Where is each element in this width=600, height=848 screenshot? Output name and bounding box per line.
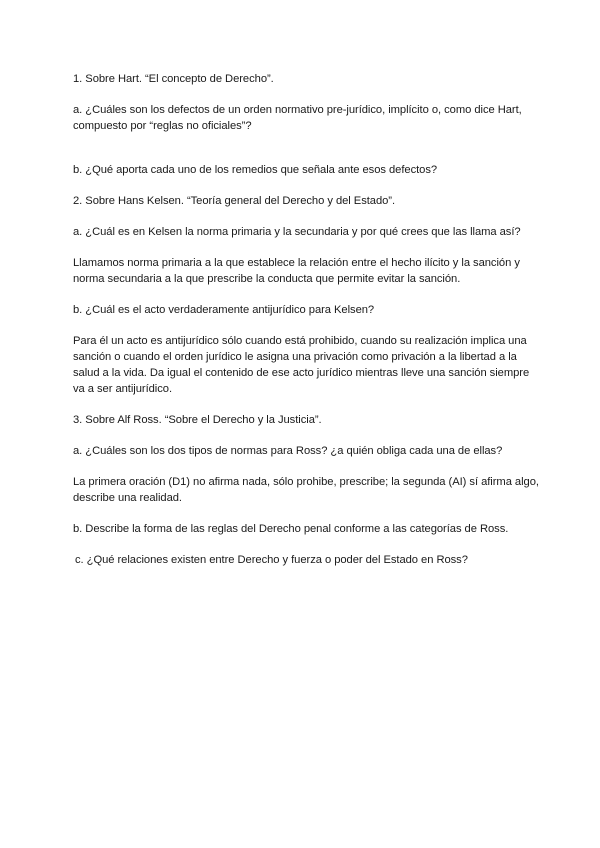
section-heading-hart: 1. Sobre Hart. “El concepto de Derecho”. bbox=[73, 73, 274, 85]
question-hart-a: a. ¿Cuáles son los defectos de un orden normativo pre-jurídico, implícito o, como dice Hart, compuesto por “reglas no oficiales”? bbox=[73, 104, 522, 132]
document-body bbox=[73, 71, 543, 568]
question-kelsen-b: b. ¿Cuál es el acto verdaderamente antijurídico para Kelsen? bbox=[73, 304, 375, 316]
question-hart-b: b. ¿Qué aporta cada uno de los remedios que señala ante esos defectos? bbox=[73, 164, 438, 176]
section-heading-ross: 3. Sobre Alf Ross. “Sobre el Derecho y la Justicia”. bbox=[73, 414, 322, 426]
question-ross-c: c. ¿Qué relaciones existen entre Derecho y fuerza o poder del Estado en Ross? bbox=[75, 554, 468, 566]
answer-kelsen-b: Para él un acto es antijurídico sólo cuando está prohibido, cuando su realización implica una sanción o cuando el orden jurídico le asigna una privación como privación a la libertad a la salud a la vida. Da igual el contenido de ese acto jurídico mientras lleve una sanción siempre va a ser antijurídico. bbox=[73, 335, 530, 395]
answer-ross-a: La primera oración (D1) no afirma nada, sólo prohibe, prescribe; la segunda (AI) sí afirma algo, describe una realidad. bbox=[73, 476, 539, 504]
section-heading-kelsen: 2. Sobre Hans Kelsen. “Teoría general del Derecho y del Estado”. bbox=[73, 195, 396, 207]
question-ross-b: b. Describe la forma de las reglas del Derecho penal conforme a las categorías de Ross. bbox=[73, 523, 509, 535]
answer-kelsen-a: Llamamos norma primaria a la que establece la relación entre el hecho ilícito y la sanción y norma secundaria a la que prescribe la conducta que permite evitar la sanción. bbox=[73, 257, 520, 285]
question-kelsen-a: a. ¿Cuál es en Kelsen la norma primaria y la secundaria y por qué crees que las llama así? bbox=[73, 226, 521, 238]
question-ross-a: a. ¿Cuáles son los dos tipos de normas para Ross? ¿a quién obliga cada una de ellas? bbox=[73, 445, 503, 457]
